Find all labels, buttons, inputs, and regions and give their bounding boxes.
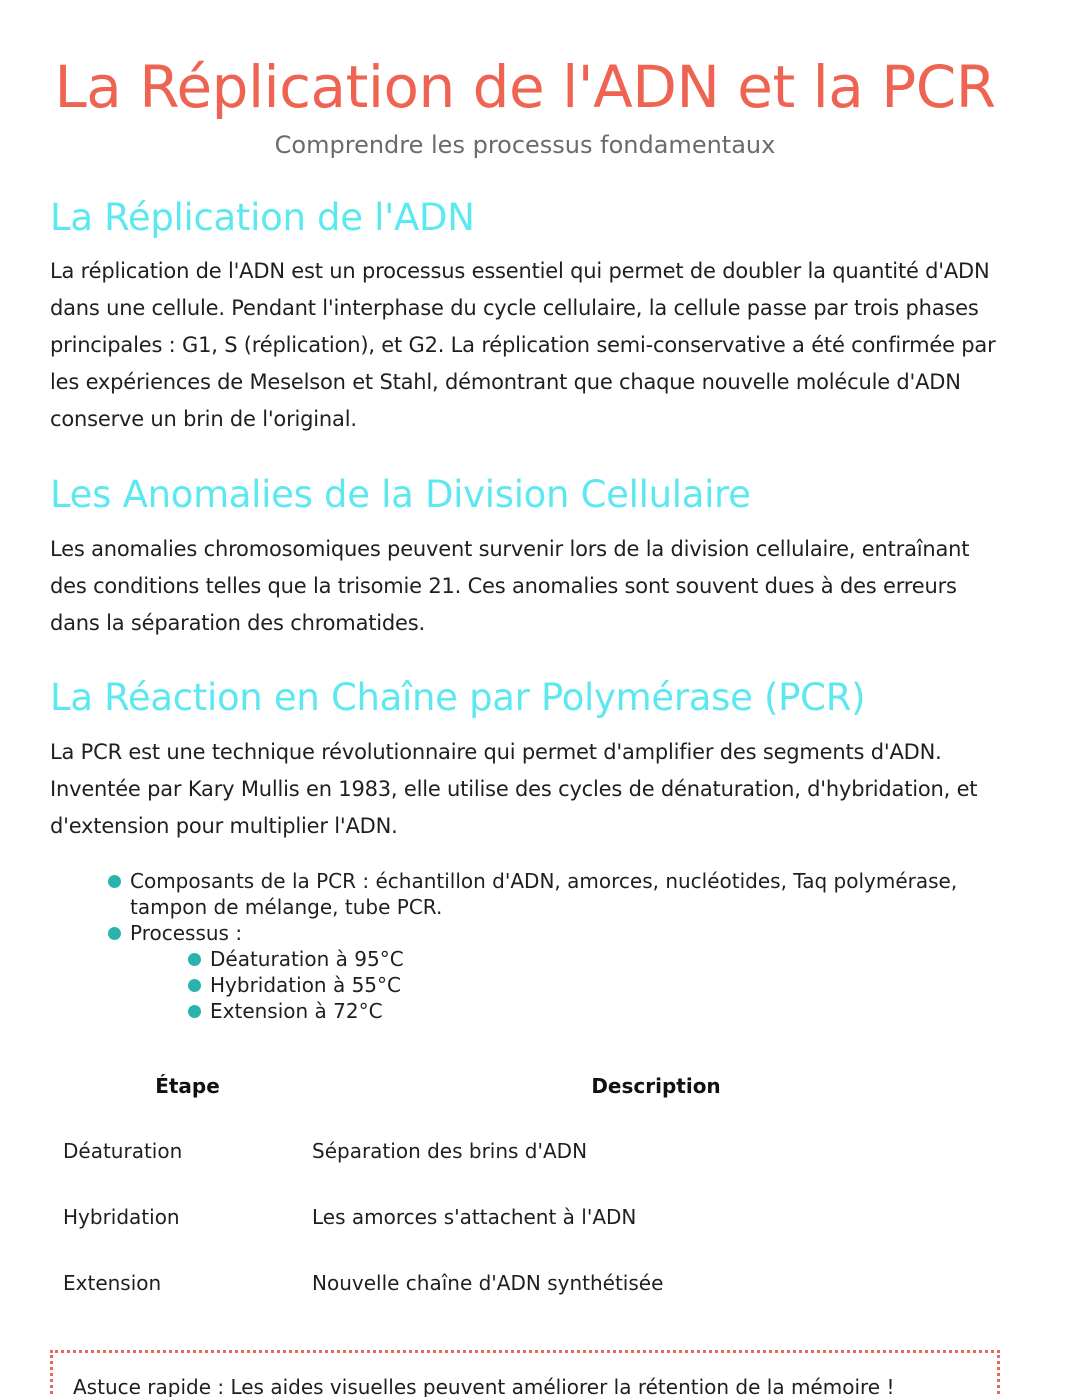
list-item-text: Composants de la PCR : échantillon d'ADN, amorces, nucléotides, Taq polymérase, tampon de mélange, tube PCR. bbox=[130, 869, 958, 919]
list-item-components bbox=[108, 868, 968, 920]
pcr-steps-table bbox=[50, 1054, 1000, 1316]
table-cell-description: Les amorces s'attachent à l'ADN bbox=[312, 1205, 637, 1229]
table-row bbox=[50, 1118, 1000, 1184]
sub-list-item bbox=[188, 972, 968, 998]
table-cell-step: Hybridation bbox=[63, 1205, 180, 1229]
list-item-text: Processus : bbox=[130, 921, 243, 945]
section-heading-replication: La Réplication de l'ADN bbox=[50, 196, 475, 239]
sub-list-item bbox=[188, 998, 968, 1024]
bullet-dot-icon bbox=[188, 979, 201, 992]
table-cell-step: Déaturation bbox=[63, 1139, 183, 1163]
table-cell-description: Séparation des brins d'ADN bbox=[312, 1139, 588, 1163]
table-row bbox=[50, 1250, 1000, 1316]
sub-list-item-text: Extension à 72°C bbox=[210, 999, 383, 1023]
section-heading-anomalies: Les Anomalies de la Division Cellulaire bbox=[50, 473, 751, 516]
table-row bbox=[50, 1184, 1000, 1250]
page-title: La Réplication de l'ADN et la PCR bbox=[54, 53, 996, 121]
bullet-dot-icon bbox=[188, 953, 201, 966]
sub-list-item bbox=[188, 946, 968, 972]
pcr-bullet-list bbox=[108, 868, 968, 1024]
bullet-dot-icon bbox=[108, 927, 121, 940]
tip-text: Astuce rapide : Les aides visuelles peuvent améliorer la rétention de la mémoire ! bbox=[73, 1375, 895, 1397]
sub-list-item-text: Hybridation à 55°C bbox=[210, 973, 401, 997]
tip-box bbox=[50, 1350, 1000, 1397]
section-text-replication: La réplication de l'ADN est un processus essentiel qui permet de doubler la quantité d'ADN dans une cellule. Pendant l'interphase du cycle cellulaire, la cellule passe par trois phases principales : G1, S (réplication), et G2. La réplication semi-conservative a été confirmée par les expériences de Meselson et Stahl, démontrant que chaque nouvelle molécule d'ADN conserve un brin de l'original. bbox=[50, 259, 996, 431]
section-heading-pcr: La Réaction en Chaîne par Polymérase (PCR) bbox=[50, 676, 866, 719]
process-sub-list bbox=[188, 946, 968, 1024]
section-text-pcr: La PCR est une technique révolutionnaire qui permet d'amplifier des segments d'ADN. Inventée par Kary Mullis en 1983, elle utilise des cycles de dénaturation, d'hybridation, et d'extension pour multiplier l'ADN. bbox=[50, 740, 978, 838]
bullet-dot-icon bbox=[108, 875, 121, 888]
sub-list-item-text: Déaturation à 95°C bbox=[210, 947, 404, 971]
bullet-dot-icon bbox=[188, 1005, 201, 1018]
section-text-anomalies: Les anomalies chromosomiques peuvent survenir lors de la division cellulaire, entraînant des conditions telles que la trisomie 21. Ces anomalies sont souvent dues à des erreurs dans la séparation des chromatides. bbox=[50, 537, 970, 635]
table-header-step: Étape bbox=[155, 1074, 220, 1098]
table-header-row bbox=[50, 1054, 1000, 1118]
table-header-description: Description bbox=[591, 1074, 721, 1098]
table-cell-description: Nouvelle chaîne d'ADN synthétisée bbox=[312, 1271, 664, 1295]
table-cell-step: Extension bbox=[63, 1271, 162, 1295]
page-subtitle: Comprendre les processus fondamentaux bbox=[274, 131, 776, 159]
list-item-process bbox=[108, 920, 968, 1024]
